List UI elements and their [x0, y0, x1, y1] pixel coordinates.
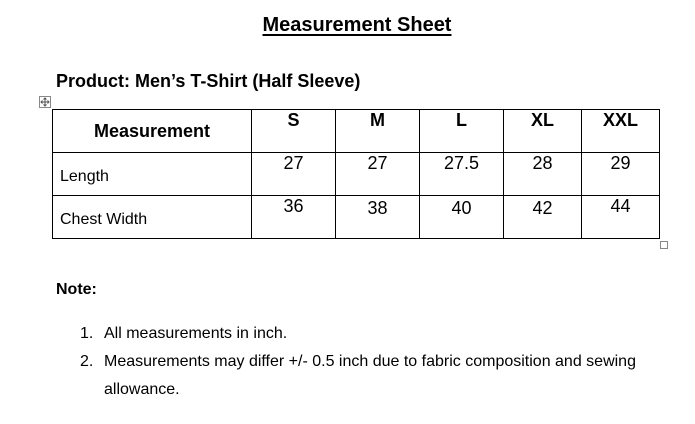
size-header-cell[interactable] — [336, 110, 420, 153]
table-move-handle-icon[interactable] — [39, 96, 51, 108]
list-item — [80, 348, 660, 404]
table-header-row — [53, 110, 660, 153]
size-label: XL — [530, 110, 554, 130]
cell-value: 27.5 — [443, 153, 480, 173]
cell-value: 27 — [367, 153, 388, 173]
size-label: S — [287, 110, 300, 130]
size-label: XXL — [602, 110, 638, 130]
cell-value: 44 — [610, 196, 631, 216]
product-heading: Product: Men’s T-Shirt (Half Sleeve) — [56, 71, 361, 91]
note-list — [80, 320, 660, 404]
value-cell[interactable] — [336, 196, 420, 239]
cell-value: 36 — [283, 196, 304, 216]
value-cell[interactable] — [582, 153, 660, 196]
list-number: 2. — [80, 353, 94, 370]
row-label: Chest Width — [60, 211, 148, 228]
size-header-cell[interactable] — [504, 110, 582, 153]
cell-value: 27 — [283, 153, 304, 173]
size-label: M — [370, 110, 385, 130]
cell-value: 28 — [532, 153, 553, 173]
row-label-cell[interactable] — [53, 153, 252, 196]
value-cell[interactable] — [582, 196, 660, 239]
cell-value: 42 — [532, 198, 553, 218]
row-label: Length — [60, 168, 109, 185]
value-cell[interactable] — [336, 153, 420, 196]
value-cell[interactable] — [252, 153, 336, 196]
document-title: Measurement Sheet — [262, 14, 452, 36]
cell-value: 29 — [610, 153, 631, 173]
list-text: Measurements may differ +/- 0.5 inch due to fabric composition and sewing allowance. — [104, 353, 636, 398]
cell-value: 38 — [367, 198, 388, 218]
measurement-table — [52, 109, 660, 239]
size-header-cell[interactable] — [252, 110, 336, 153]
measurement-header: Measurement — [93, 121, 211, 141]
size-label: L — [456, 110, 467, 130]
row-label-cell[interactable] — [53, 196, 252, 239]
size-header-cell[interactable] — [582, 110, 660, 153]
cell-value: 40 — [451, 198, 472, 218]
list-text: All measurements in inch. — [104, 325, 288, 342]
list-number: 1. — [80, 325, 94, 342]
table-resize-handle-icon[interactable] — [660, 241, 668, 249]
header-cell[interactable] — [53, 110, 252, 153]
note-heading: Note: — [56, 281, 97, 298]
value-cell[interactable] — [252, 196, 336, 239]
size-header-cell[interactable] — [420, 110, 504, 153]
table-row — [53, 196, 660, 239]
value-cell[interactable] — [504, 196, 582, 239]
table-row — [53, 153, 660, 196]
value-cell[interactable] — [420, 153, 504, 196]
value-cell[interactable] — [504, 153, 582, 196]
list-item — [80, 320, 660, 348]
value-cell[interactable] — [420, 196, 504, 239]
